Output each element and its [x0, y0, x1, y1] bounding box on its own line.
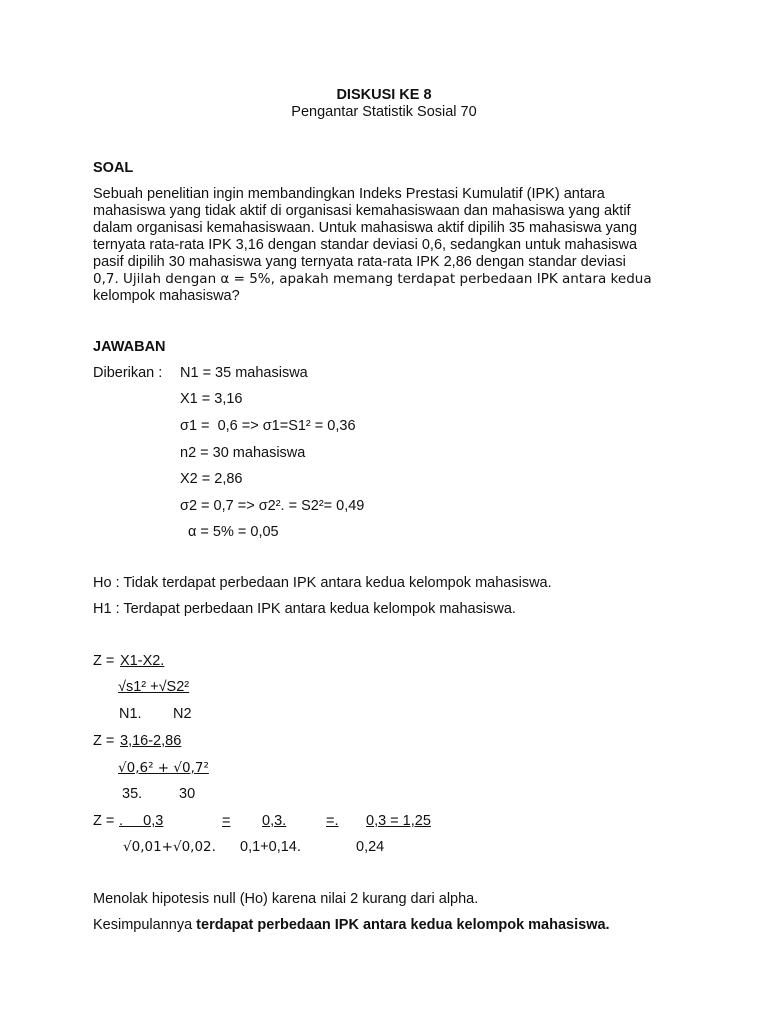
formula-equals: =.: [326, 813, 339, 829]
given-item: σ1 = 0,6 => σ1=S1² = 0,36: [180, 418, 356, 434]
soal-line: pasif dipilih 30 mahasiswa yang ternyata rata-rata IPK 2,86 dengan standar deviasi: [93, 254, 626, 270]
given-item: α = 5% = 0,05: [188, 524, 279, 540]
formula-numerator: X1-X2.: [120, 653, 165, 669]
conclusion-bold: terdapat perbedaan IPK antara kedua kelompok mahasiswa.: [196, 917, 610, 933]
formula-prefix: Z =: [93, 733, 119, 749]
formula-prefix: Z =: [93, 813, 119, 829]
formula-prefix: Z =: [93, 653, 119, 669]
formula-result: 0,3 = 1,25: [366, 813, 431, 829]
given-item: N1 = 35 mahasiswa: [180, 365, 308, 381]
document-title: DISKUSI KE 8: [336, 87, 432, 103]
formula-denominator: √0,6² + √0,7²: [118, 760, 209, 776]
formula-n2: 30: [179, 786, 196, 802]
formula-numerator: 3,16-2,86: [120, 733, 182, 749]
formula-equals: =: [222, 813, 231, 829]
given-item: σ2 = 0,7 => σ2². = S2²= 0,49: [180, 498, 365, 514]
jawaban-heading: JAWABAN: [93, 339, 166, 355]
formula-step-b: 0,3.: [262, 813, 287, 829]
soal-line: 0,7. Ujilah dengan α = 5%, apakah memang terdapat perbedaan IPK antara kedua: [93, 271, 652, 287]
soal-line: ternyata rata-rata IPK 3,16 dengan standar deviasi 0,6, sedangkan untuk mahasiswa: [93, 237, 638, 253]
alt-hypothesis: H1 : Terdapat perbedaan IPK antara kedua kelompok mahasiswa.: [93, 601, 516, 617]
formula-denominator: 0,24: [356, 839, 385, 855]
given-item: n2 = 30 mahasiswa: [180, 445, 306, 461]
formula-n2: N2: [173, 706, 192, 722]
given-label: Diberikan :: [93, 365, 163, 381]
soal-line: mahasiswa yang tidak aktif di organisasi kemahasiswaan dan mahasiswa yang aktif: [93, 203, 631, 219]
soal-heading: SOAL: [93, 160, 134, 176]
conclusion-summary: [93, 917, 610, 934]
formula-step-a: . 0,3: [119, 813, 164, 829]
formula-n1: N1.: [119, 706, 142, 722]
soal-line: Sebuah penelitian ingin membandingkan Indeks Prestasi Kumulatif (IPK) antara: [93, 186, 605, 202]
given-item: X1 = 3,16: [180, 391, 243, 407]
formula-denominator: √0,01+√0,02.: [123, 839, 216, 855]
given-item: X2 = 2,86: [180, 471, 243, 487]
soal-line: dalam organisasi kemahasiswaan. Untuk mahasiswa aktif dipilih 35 mahasiswa yang: [93, 220, 638, 236]
null-hypothesis: Ho : Tidak terdapat perbedaan IPK antara kedua kelompok mahasiswa.: [93, 575, 552, 591]
document-subtitle: Pengantar Statistik Sosial 70: [291, 104, 477, 120]
formula-denominator: 0,1+0,14.: [240, 839, 301, 855]
conclusion-prefix: Kesimpulannya: [93, 917, 197, 933]
formula-n1: 35.: [122, 786, 143, 802]
formula-denominator: √s1² +√S2²: [118, 679, 190, 695]
conclusion-decision: Menolak hipotesis null (Ho) karena nilai 2 kurang dari alpha.: [93, 891, 479, 907]
soal-line: kelompok mahasiswa?: [93, 288, 240, 304]
